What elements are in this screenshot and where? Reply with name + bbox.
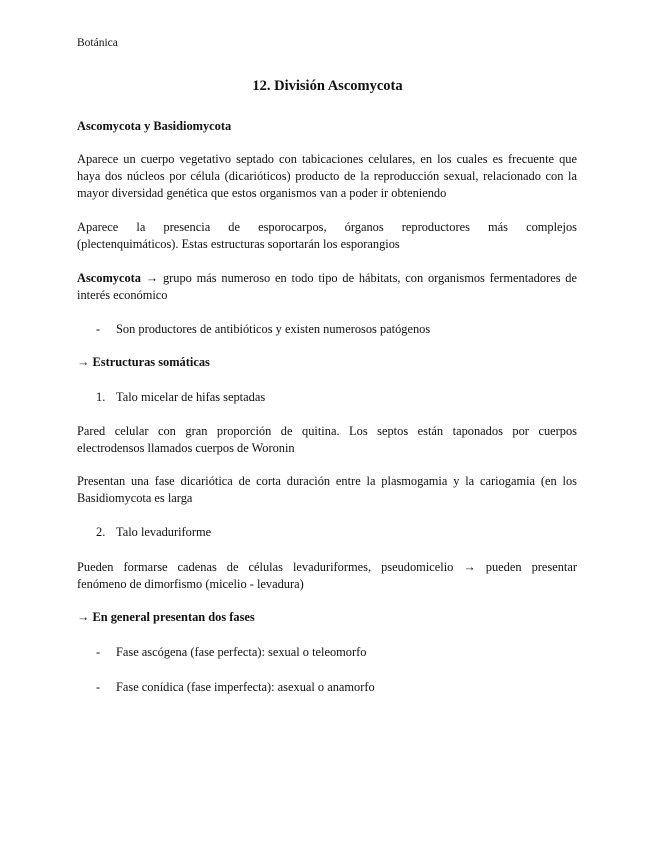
- paragraph-esporocarpos-line2: (plectenquimáticos). Estas estructuras soportarán los esporangios: [77, 237, 400, 251]
- section-heading-estructuras-somaticas: → Estructuras somáticas: [77, 355, 210, 369]
- ascomycota-description: → grupo más numeroso en todo tipo de hábitats, con organismos fermentadores de interés económico: [77, 271, 577, 302]
- paragraph-pared-celular-line1: Pared celular con gran proporción de quitina. Los septos están taponados por cuerpos: [77, 424, 577, 438]
- list-number-2: 2.: [96, 525, 106, 539]
- paragraph-esporocarpos-line1: Aparece la presencia de esporocarpos, órganos reproductores más complejos: [77, 220, 577, 234]
- section-heading-dos-fases: → En general presentan dos fases: [77, 610, 255, 624]
- bullet-marker: -: [96, 645, 101, 659]
- bullet-marker: -: [96, 680, 101, 694]
- paragraph-cadenas-line1: Pueden formarse cadenas de células levaduriformes, pseudomicelio → pueden presentar: [77, 560, 577, 574]
- paragraph-pared-celular-line2: electrodensos llamados cuerpos de Woronin: [77, 441, 295, 455]
- list-number-1: 1.: [96, 390, 106, 404]
- running-header: Botánica: [77, 37, 118, 49]
- paragraph-cuerpo-vegetativo: Aparece un cuerpo vegetativo septado con tabicaciones celulares, en los cuales es frecuente que haya dos núcleos por célula (dicarióticos) producto de la reproducción sexual, relacionado con la mayor diversidad genética que estos organismos van a poder ir obteniendo: [77, 152, 577, 200]
- page-title: 12. División Ascomycota: [252, 78, 403, 94]
- paragraph-fase-dicariotica-line2: Basidiomycota es larga: [77, 491, 193, 505]
- bullet-antibioticos: Son productores de antibióticos y existen numerosos patógenos: [116, 322, 431, 336]
- bullet-fase-conidica: Fase conídica (fase imperfecta): asexual o anamorfo: [116, 680, 375, 694]
- bullet-fase-ascogena: Fase ascógena (fase perfecta): sexual o teleomorfo: [116, 645, 367, 659]
- paragraph-cadenas-line2: fenómeno de dimorfismo (micelio - levadura): [77, 577, 304, 591]
- bullet-marker: -: [96, 322, 101, 336]
- ascomycota-term: Ascomycota: [77, 271, 141, 285]
- list-item-talo-micelar: Talo micelar de hifas septadas: [116, 390, 266, 404]
- paragraph-ascomycota: [77, 270, 577, 304]
- section-heading-ascomycota-basidiomycota: Ascomycota y Basidiomycota: [77, 119, 232, 133]
- list-item-talo-levaduriforme: Talo levaduriforme: [116, 525, 212, 539]
- paragraph-fase-dicariotica-line1: Presentan una fase dicariótica de corta duración entre la plasmogamia y la cariogamia (en los: [77, 474, 577, 488]
